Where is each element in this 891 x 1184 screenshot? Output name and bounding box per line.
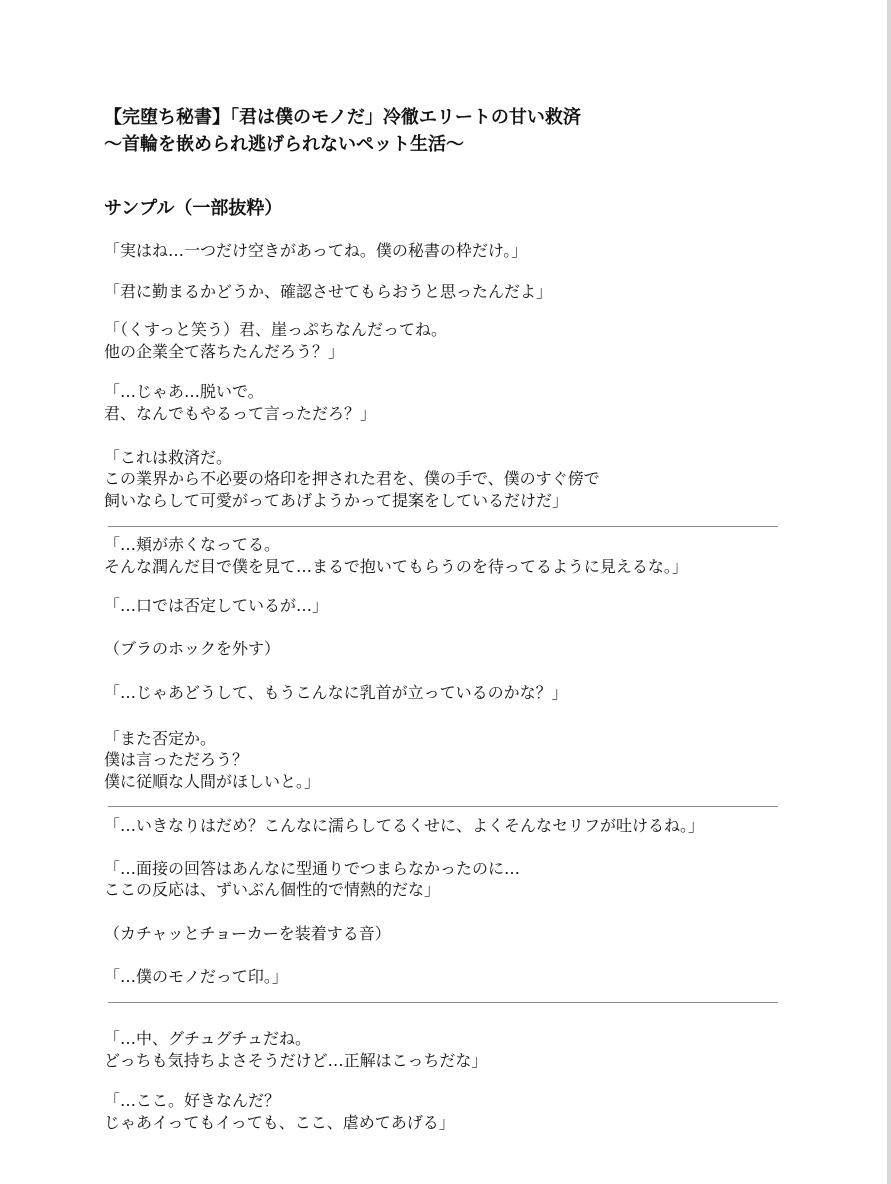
- dialogue-line: 「…中、グチュグチュだね。: [104, 1029, 312, 1048]
- dialogue-line: 「…ここ。好きなんだ？: [104, 1091, 281, 1110]
- section-divider: [108, 806, 778, 807]
- document-title-line-1: 【完堕ち秘書】「君は僕のモノだ」冷徹エリートの甘い救済: [104, 107, 581, 128]
- dialogue-line: 「また否定か。: [104, 729, 217, 748]
- dialogue-line: 「…じゃあどうして、もうこんなに乳首が立っているのかな？」: [104, 683, 568, 702]
- page-edge-strip: [887, 0, 891, 1184]
- section-divider: [108, 526, 778, 527]
- dialogue-line: 「…僕のモノだって印。」: [104, 967, 288, 986]
- section-divider: [108, 1002, 778, 1003]
- dialogue-line: 「…頬が赤くなってる。: [104, 535, 281, 554]
- dialogue-line: そんな潤んだ目で僕を見て…まるで抱いてもらうのを待ってるように見えるな。」: [104, 557, 688, 576]
- dialogue-line: ここの反応は、ずいぶん個性的で情熱的だな」: [104, 880, 441, 899]
- dialogue-line: 他の企業全て落ちたんだろう？」: [104, 342, 345, 361]
- dialogue-line: 「…じゃあ…脱いで。: [104, 382, 264, 401]
- dialogue-line: どっちも気持ちよさそうだけど…正解はこっちだな」: [104, 1051, 488, 1070]
- dialogue-line: 僕は言っただろう？: [104, 750, 249, 769]
- document-title-line-2: 〜首輪を嵌められ逃げられないペット生活〜: [104, 134, 464, 155]
- dialogue-line: 「君に勤まるかどうか、確認させてもらおうと思ったんだよ」: [104, 282, 553, 301]
- dialogue-line: 「これは救済だ。: [104, 448, 233, 467]
- dialogue-line: この業界から不必要の烙印を押された君を、僕の手で、僕のすぐ傍で: [104, 469, 600, 488]
- dialogue-line: 君、なんでもやるって言っただろ？」: [104, 404, 377, 423]
- dialogue-line: 「…口では否定しているが…」: [104, 596, 329, 615]
- dialogue-line: 「…いきなりはだめ？こんなに濡らしてるくせに、よくそんなセリフが吐けるね。」: [104, 816, 705, 835]
- dialogue-line: 飼いならして可愛がってあげようかって提案をしているだけだ」: [104, 491, 569, 510]
- dialogue-line: 「実はね…一つだけ空きがあってね。僕の秘書の枠だけ。」: [104, 241, 528, 260]
- dialogue-line: 「…面接の回答はあんなに型通りでつまらなかったのに…: [104, 859, 521, 878]
- stage-direction: （カチャッとチョーカーを装着する音）: [104, 924, 391, 943]
- dialogue-line: じゃあイってもイっても、ここ、虐めてあげる」: [104, 1113, 455, 1132]
- dialogue-line: 僕に従順な人間がほしいと。」: [104, 772, 321, 791]
- section-heading: サンプル（一部抜粋）: [104, 198, 283, 219]
- stage-direction: （ブラのホックを外す）: [104, 639, 281, 658]
- dialogue-line: 「（くすっと笑う）君、崖っぷちなんだってね。: [104, 320, 448, 339]
